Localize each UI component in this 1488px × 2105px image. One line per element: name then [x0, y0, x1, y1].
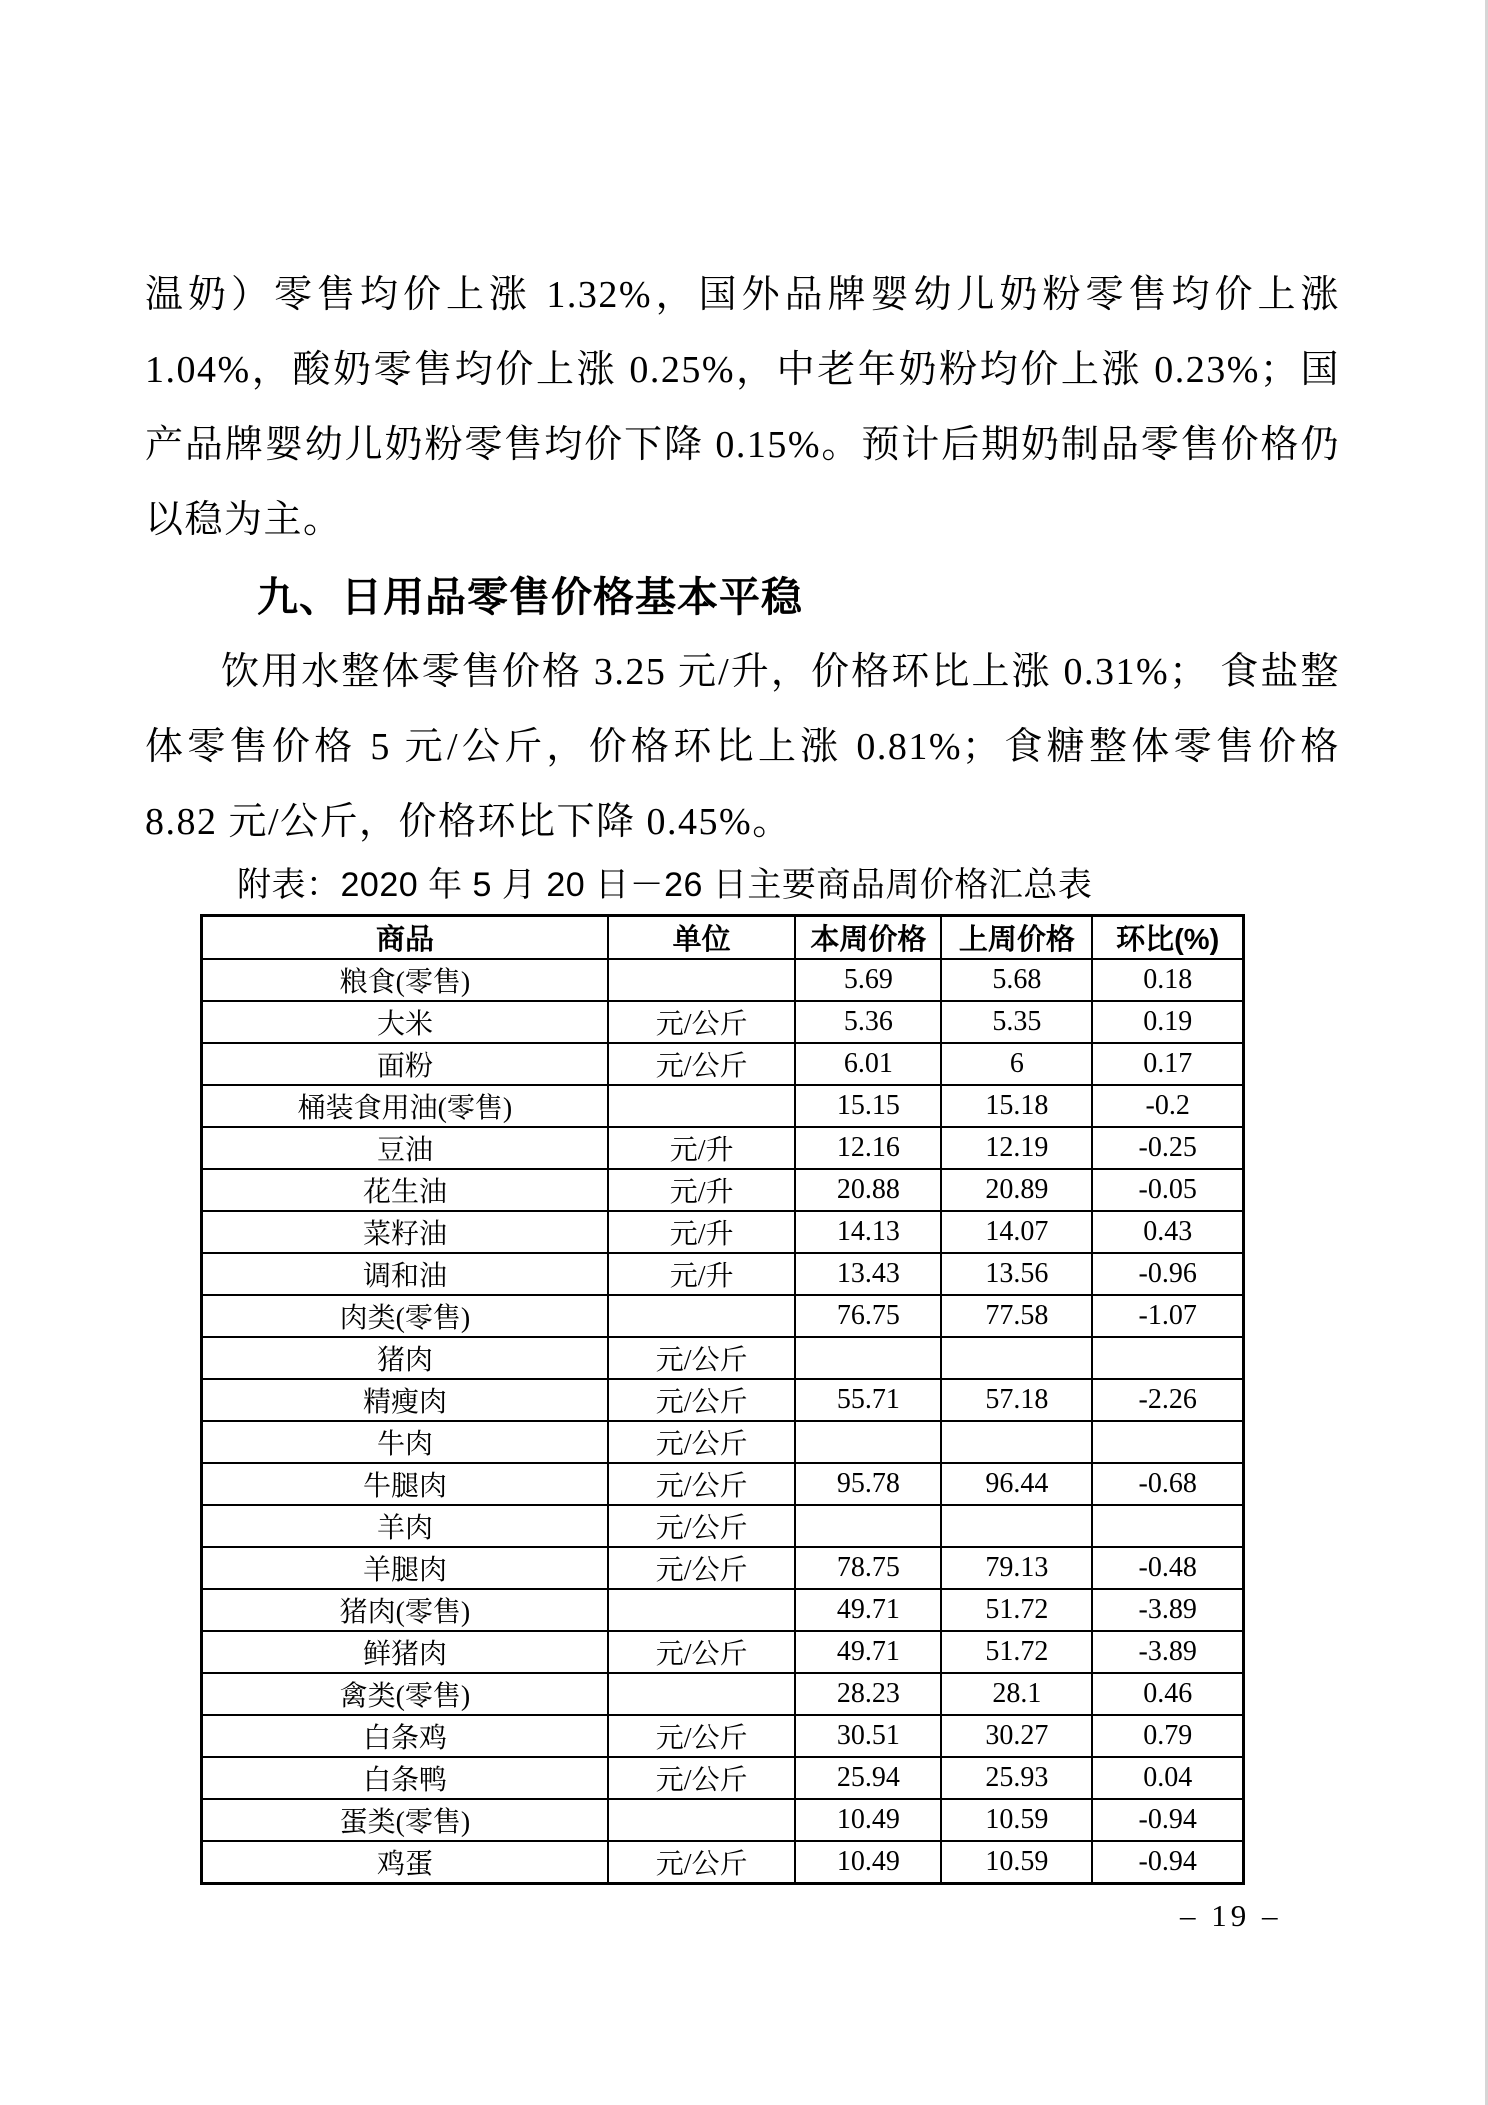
table-caption: 附表：2020 年 5 月 20 日－26 日主要商品周价格汇总表 [237, 866, 1093, 904]
table-cell: 元/公斤 [608, 1043, 796, 1085]
table-cell: -0.2 [1092, 1085, 1243, 1127]
table-row [202, 959, 1244, 1001]
table-cell: -3.89 [1092, 1589, 1243, 1631]
table-cell [941, 1505, 1092, 1547]
table-cell: 0.17 [1092, 1043, 1243, 1085]
table-cell: -1.07 [1092, 1295, 1243, 1337]
table-cell: -0.68 [1092, 1463, 1243, 1505]
table-cell: 调和油 [202, 1253, 608, 1295]
table-cell: 元/公斤 [608, 1463, 796, 1505]
table-cell: 14.13 [795, 1211, 941, 1253]
table-cell: 13.56 [941, 1253, 1092, 1295]
table-cell: 羊腿肉 [202, 1547, 608, 1589]
table-cell: 禽类(零售) [202, 1673, 608, 1715]
table-cell: 76.75 [795, 1295, 941, 1337]
table-header-cell: 商品 [202, 916, 608, 960]
table-cell: 28.23 [795, 1673, 941, 1715]
table-cell: 元/公斤 [608, 1757, 796, 1799]
table-row [202, 1421, 1244, 1463]
table-cell [608, 1295, 796, 1337]
table-cell: 6.01 [795, 1043, 941, 1085]
table-cell: 95.78 [795, 1463, 941, 1505]
table-cell: 5.69 [795, 959, 941, 1001]
table-cell: 25.94 [795, 1757, 941, 1799]
table-cell: 0.43 [1092, 1211, 1243, 1253]
table-row [202, 1001, 1244, 1043]
table-cell: 0.19 [1092, 1001, 1243, 1043]
table-cell: 10.49 [795, 1841, 941, 1884]
table-cell: 30.27 [941, 1715, 1092, 1757]
table-cell: 羊肉 [202, 1505, 608, 1547]
table-header-cell: 单位 [608, 916, 796, 960]
table-cell [795, 1505, 941, 1547]
table-header-row [202, 916, 1244, 960]
table-row [202, 1127, 1244, 1169]
table-cell: 猪肉 [202, 1337, 608, 1379]
table-row [202, 1505, 1244, 1547]
table-row [202, 1085, 1244, 1127]
table-cell: 肉类(零售) [202, 1295, 608, 1337]
table-cell: -0.96 [1092, 1253, 1243, 1295]
table-cell: 白条鸡 [202, 1715, 608, 1757]
table-cell: 20.88 [795, 1169, 941, 1211]
table-cell: 51.72 [941, 1589, 1092, 1631]
table-cell: 菜籽油 [202, 1211, 608, 1253]
table-cell: 55.71 [795, 1379, 941, 1421]
table-cell: 0.04 [1092, 1757, 1243, 1799]
table-cell [795, 1421, 941, 1463]
table-cell: 元/公斤 [608, 1001, 796, 1043]
table-cell: 元/公斤 [608, 1337, 796, 1379]
table-cell: 元/升 [608, 1169, 796, 1211]
table-cell: 30.51 [795, 1715, 941, 1757]
table-row [202, 1463, 1244, 1505]
table-cell: 鲜猪肉 [202, 1631, 608, 1673]
table-cell [608, 1085, 796, 1127]
table-cell: 面粉 [202, 1043, 608, 1085]
table-cell: 28.1 [941, 1673, 1092, 1715]
table-cell: 元/公斤 [608, 1421, 796, 1463]
table-cell: 元/公斤 [608, 1715, 796, 1757]
table-cell: 51.72 [941, 1631, 1092, 1673]
table-row [202, 1169, 1244, 1211]
table-cell: -0.48 [1092, 1547, 1243, 1589]
table-cell [941, 1337, 1092, 1379]
table-cell: 猪肉(零售) [202, 1589, 608, 1631]
table-cell: 57.18 [941, 1379, 1092, 1421]
table-cell [608, 1673, 796, 1715]
table-cell: 元/公斤 [608, 1547, 796, 1589]
table-row [202, 1337, 1244, 1379]
table-row [202, 1799, 1244, 1841]
table-row [202, 1589, 1244, 1631]
table-cell: 49.71 [795, 1589, 941, 1631]
table-cell: 元/升 [608, 1211, 796, 1253]
table-cell: 精瘦肉 [202, 1379, 608, 1421]
table-cell: -0.94 [1092, 1799, 1243, 1841]
table-cell: 0.18 [1092, 959, 1243, 1001]
table-cell: 牛肉 [202, 1421, 608, 1463]
table-cell: 元/公斤 [608, 1379, 796, 1421]
table-cell: 96.44 [941, 1463, 1092, 1505]
section-heading: 九、日用品零售价格基本平稳 [257, 574, 803, 620]
paragraph-dairy-prices: 温奶）零售均价上涨 1.32%，国外品牌婴幼儿奶粉零售均价上涨 1.04%，酸奶零售均价上涨 0.25%，中老年奶粉均价上涨 0.23%；国产品牌婴幼儿奶粉零售均价下降 0.15%。预计后期奶制品零售价格仍以稳为主。 [145, 274, 1340, 541]
table-header-cell: 本周价格 [795, 916, 941, 960]
paragraph-daily-goods: 饮用水整体零售价格 3.25 元/升，价格环比上涨 0.31%； 食盐整体零售价格 5 元/公斤，价格环比上涨 0.81%；食糖整体零售价格 8.82 元/公斤，价格环比下降 0.45%。 [145, 651, 1340, 843]
table-cell: 粮食(零售) [202, 959, 608, 1001]
table-cell: 白条鸭 [202, 1757, 608, 1799]
table-cell: 49.71 [795, 1631, 941, 1673]
table-cell [608, 1799, 796, 1841]
table-row [202, 1379, 1244, 1421]
table-cell: -0.94 [1092, 1841, 1243, 1884]
page-number: – 19 – [1180, 1898, 1282, 1933]
table-body [202, 959, 1244, 1884]
table-cell: 元/公斤 [608, 1631, 796, 1673]
table-cell: 0.79 [1092, 1715, 1243, 1757]
table-cell: 元/升 [608, 1253, 796, 1295]
table-row [202, 1253, 1244, 1295]
table-cell: 5.68 [941, 959, 1092, 1001]
table-cell: 12.16 [795, 1127, 941, 1169]
table-cell: 豆油 [202, 1127, 608, 1169]
table-cell: 花生油 [202, 1169, 608, 1211]
price-summary-table [200, 914, 1245, 1885]
table-cell: 13.43 [795, 1253, 941, 1295]
table-cell [941, 1421, 1092, 1463]
table-cell: 蛋类(零售) [202, 1799, 608, 1841]
table-cell: 大米 [202, 1001, 608, 1043]
table-cell: 10.59 [941, 1841, 1092, 1884]
table-cell: 15.15 [795, 1085, 941, 1127]
table-cell [608, 959, 796, 1001]
table-cell: 鸡蛋 [202, 1841, 608, 1884]
table-row [202, 1631, 1244, 1673]
table-cell: 5.36 [795, 1001, 941, 1043]
table-cell: 元/公斤 [608, 1505, 796, 1547]
table-cell: 15.18 [941, 1085, 1092, 1127]
table-cell [1092, 1337, 1243, 1379]
table-row [202, 1673, 1244, 1715]
table-cell: 78.75 [795, 1547, 941, 1589]
table-cell [608, 1589, 796, 1631]
table-cell [1092, 1505, 1243, 1547]
table-row [202, 1547, 1244, 1589]
table-cell: 10.59 [941, 1799, 1092, 1841]
table-header-cell: 上周价格 [941, 916, 1092, 960]
table-cell [795, 1337, 941, 1379]
table-cell: 12.19 [941, 1127, 1092, 1169]
table-row [202, 1295, 1244, 1337]
table-cell: 10.49 [795, 1799, 941, 1841]
table-cell: 20.89 [941, 1169, 1092, 1211]
table-cell: -2.26 [1092, 1379, 1243, 1421]
table-cell: 元/升 [608, 1127, 796, 1169]
table-header-cell: 环比(%) [1092, 916, 1243, 960]
table-cell: -0.05 [1092, 1169, 1243, 1211]
table-cell: 0.46 [1092, 1673, 1243, 1715]
table-cell: 桶装食用油(零售) [202, 1085, 608, 1127]
table-cell: 牛腿肉 [202, 1463, 608, 1505]
table-cell: 元/公斤 [608, 1841, 796, 1884]
table-row [202, 1211, 1244, 1253]
table-row [202, 1757, 1244, 1799]
table-row [202, 1841, 1244, 1884]
table-cell: 5.35 [941, 1001, 1092, 1043]
table-cell: 6 [941, 1043, 1092, 1085]
table-cell: -3.89 [1092, 1631, 1243, 1673]
table-cell: -0.25 [1092, 1127, 1243, 1169]
table-row [202, 1715, 1244, 1757]
table-cell: 14.07 [941, 1211, 1092, 1253]
table-cell: 25.93 [941, 1757, 1092, 1799]
table-cell [1092, 1421, 1243, 1463]
table-cell: 77.58 [941, 1295, 1092, 1337]
table-cell: 79.13 [941, 1547, 1092, 1589]
table-row [202, 1043, 1244, 1085]
